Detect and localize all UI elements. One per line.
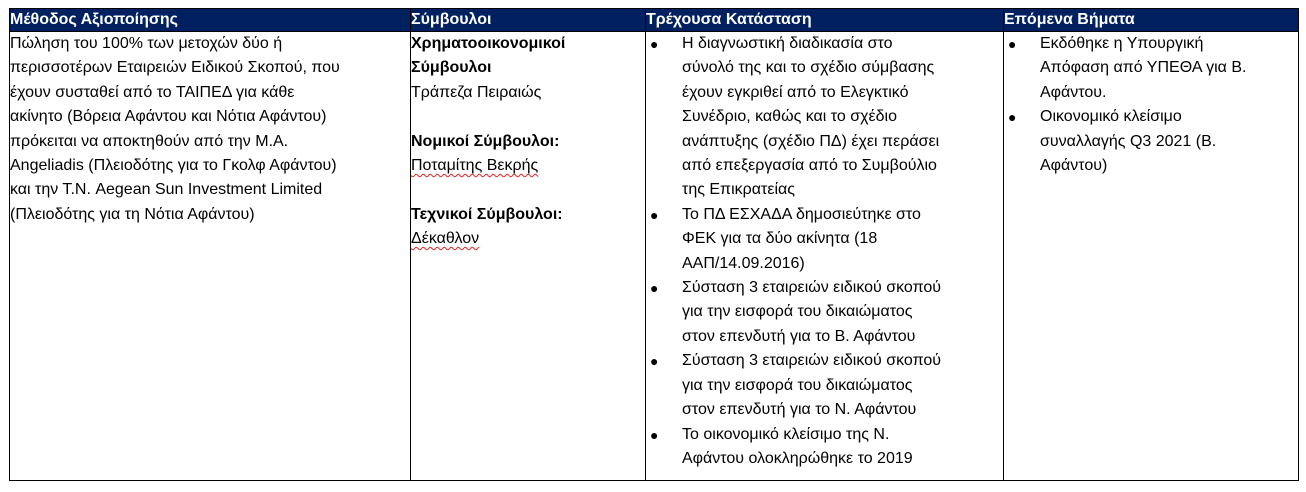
next-step-item (1004, 105, 1298, 178)
next-step-line: Εκδόθηκε η Υπουργική (1040, 35, 1204, 52)
next-step-line: συναλλαγής Q3 2021 (Β. (1040, 132, 1217, 150)
status-line: της Επικρατείας (682, 181, 795, 199)
method-line: και την Τ.Ν. Aegean Sun Investment Limited (10, 181, 323, 199)
status-item (646, 349, 1003, 422)
status-item (646, 423, 1003, 472)
technical-advisor-name-text: Δέκαθλον (411, 230, 480, 248)
next-step-line: Αφάντου. (1040, 83, 1107, 101)
bullet-icon: ● (1008, 36, 1017, 52)
status-line: ανάπτυξης (σχέδιο ΠΔ) έχει περάσει (682, 132, 940, 150)
legal-advisor-name-text: Ποταμίτης Βεκρής (411, 157, 539, 175)
status-item (646, 32, 1003, 203)
technical-advisors-title: Τεχνικοί Σύμβουλοι: (411, 205, 563, 223)
method-line: ακίνητο (Βόρεια Αφάντου και Νότια Αφάντου) (10, 108, 327, 126)
method-cell (10, 32, 411, 481)
next-steps-cell (1004, 32, 1299, 481)
next-step-item (1004, 32, 1298, 105)
method-line: έχουν συσταθεί από το ΤΑΙΠΕΔ για κάθε (10, 83, 295, 101)
bullet-icon: ● (650, 426, 659, 443)
project-table (9, 8, 1299, 481)
status-line: ΦΕΚ για τα δύο ακίνητα (18 (682, 230, 878, 248)
method-line: Πώληση του 100% των μετοχών δύο ή (10, 35, 283, 52)
status-line: για την εισφορά του δικαιώματος (682, 376, 913, 394)
status-list (646, 32, 1003, 471)
status-line: Η διαγνωστική διαδικασία στο (682, 35, 893, 52)
advisors-cell (411, 32, 646, 481)
status-line: Αφάντου ολοκληρώθηκε το 2019 (682, 449, 913, 467)
legal-advisor-name (411, 154, 645, 178)
legal-advisors-title: Νομικοί Σύμβουλοι: (411, 132, 560, 150)
status-line: σύνολό της και το σχέδιο σύμβασης (682, 59, 935, 77)
method-line: (Πλειοδότης για τη Νότια Αφάντου) (10, 205, 255, 223)
status-line: από επεξεργασία από το Συμβούλιο (682, 157, 937, 175)
status-line: στον επενδυτή για το Β. Αφάντου (682, 327, 916, 345)
spacer (411, 178, 645, 202)
method-line: Angeliadis (Πλειοδότης για το Γκολφ Αφάντου) (10, 157, 337, 175)
status-line: Σύσταση 3 εταιρειών ειδικού σκοπού (682, 279, 942, 297)
bullet-icon: ● (650, 353, 659, 370)
next-steps-list (1004, 32, 1298, 178)
status-line: Συνέδριο, καθώς και το σχέδιο (682, 108, 897, 126)
status-line: στον επενδυτή για το Ν. Αφάντου (682, 401, 917, 419)
next-step-line: Αφάντου) (1040, 157, 1108, 175)
method-line: περισσοτέρων Εταιρειών Ειδικού Σκοπού, που (10, 59, 340, 77)
status-line: Το ΠΔ ΕΣΧΑΔΑ δημοσιεύτηκε στο (682, 205, 921, 223)
status-cell (646, 32, 1004, 481)
content-row (10, 32, 1299, 481)
header-status: Τρέχουσα Κατάσταση (646, 9, 1004, 32)
header-method: Μέθοδος Αξιοποίησης (10, 9, 411, 32)
financial-advisors-title-cont: Σύμβουλοι (411, 59, 492, 77)
next-step-line: Οικονομικό κλείσιμο (1040, 108, 1182, 126)
method-line: πρόκειται να αποκτηθούν από την Μ.Α. (10, 132, 289, 150)
financial-advisors-title: Χρηματοοικονομικοί (411, 35, 566, 52)
bullet-icon: ● (650, 280, 659, 297)
bullet-icon: ● (650, 36, 659, 52)
status-line: Το οικονομικό κλείσιμο της Ν. (682, 425, 890, 443)
status-line: για την εισφορά του δικαιώματος (682, 303, 913, 321)
status-line: Σύσταση 3 εταιρειών ειδικού σκοπού (682, 352, 942, 370)
bullet-icon: ● (650, 206, 659, 223)
technical-advisor-name (411, 227, 645, 251)
status-item (646, 276, 1003, 349)
financial-advisor-name: Τράπεζα Πειραιώς (411, 83, 542, 101)
next-step-line: Απόφαση από ΥΠΕΘΑ για Β. (1040, 59, 1247, 77)
spacer (411, 105, 645, 129)
header-next-steps: Επόμενα Βήματα (1004, 9, 1299, 32)
header-row (10, 9, 1299, 32)
status-item (646, 203, 1003, 276)
header-advisors: Σύμβουλοι (411, 9, 646, 32)
bullet-icon: ● (1008, 109, 1017, 126)
status-line: ΑΑΠ/14.09.2016) (682, 254, 805, 272)
status-line: έχουν εγκριθεί από το Ελεγκτικό (682, 83, 909, 101)
